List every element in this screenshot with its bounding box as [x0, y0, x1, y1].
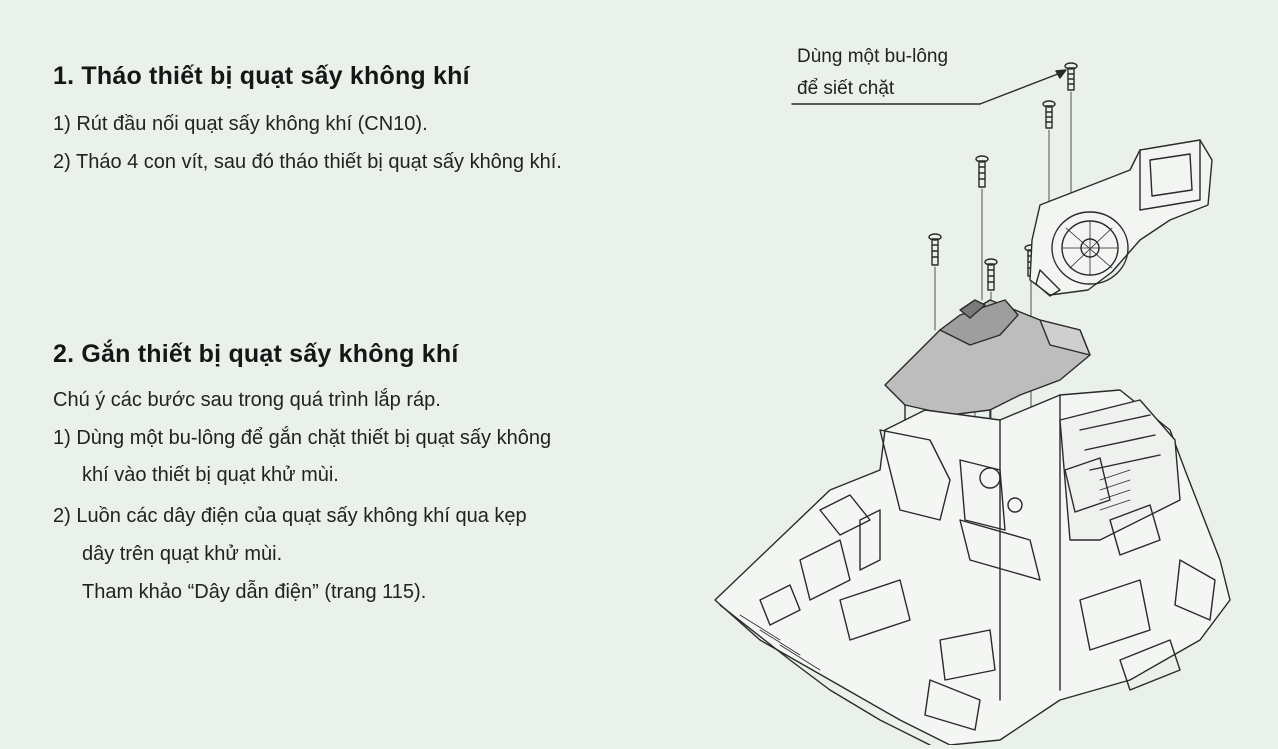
screw-icon — [929, 234, 941, 265]
callout-line-2: để siết chặt — [797, 78, 895, 99]
screw-icon — [985, 259, 997, 290]
callout-line-1: Dùng một bu-lông — [797, 46, 949, 67]
fan-assembly-diagram — [700, 40, 1270, 745]
section2-title: 2. Gắn thiết bị quạt sấy không khí — [53, 340, 459, 368]
section2-step-2-line-2: dây trên quạt khử mùi. — [82, 543, 283, 565]
screw-icon — [1043, 101, 1055, 128]
section2-step-1-line-2: khí vào thiết bị quạt khử mùi. — [82, 464, 339, 486]
section2-intro: Chú ý các bước sau trong quá trình lắp ráp. — [53, 389, 441, 411]
section1-step-2: 2) Tháo 4 con vít, sau đó tháo thiết bị quạt sấy không khí. — [53, 151, 562, 173]
screw-icon — [976, 156, 988, 187]
deodorizing-fan-base — [715, 390, 1230, 745]
section2-step-1-line-1: 1) Dùng một bu-lông để gắn chặt thiết bị quạt sấy không — [53, 427, 552, 449]
screw-icon — [1065, 63, 1077, 90]
section2-step-2-line-1: 2) Luồn các dây điện của quạt sấy không khí qua kẹp — [53, 505, 527, 527]
section1-step-1: 1) Rút đầu nối quạt sấy không khí (CN10). — [53, 113, 428, 135]
callout-leader — [792, 70, 1066, 104]
section2-step-2-reference: Tham khảo “Dây dẫn điện” (trang 115). — [82, 581, 427, 603]
section1-title: 1. Tháo thiết bị quạt sấy không khí — [53, 62, 470, 90]
air-dryer-fan-unit — [1030, 140, 1212, 296]
